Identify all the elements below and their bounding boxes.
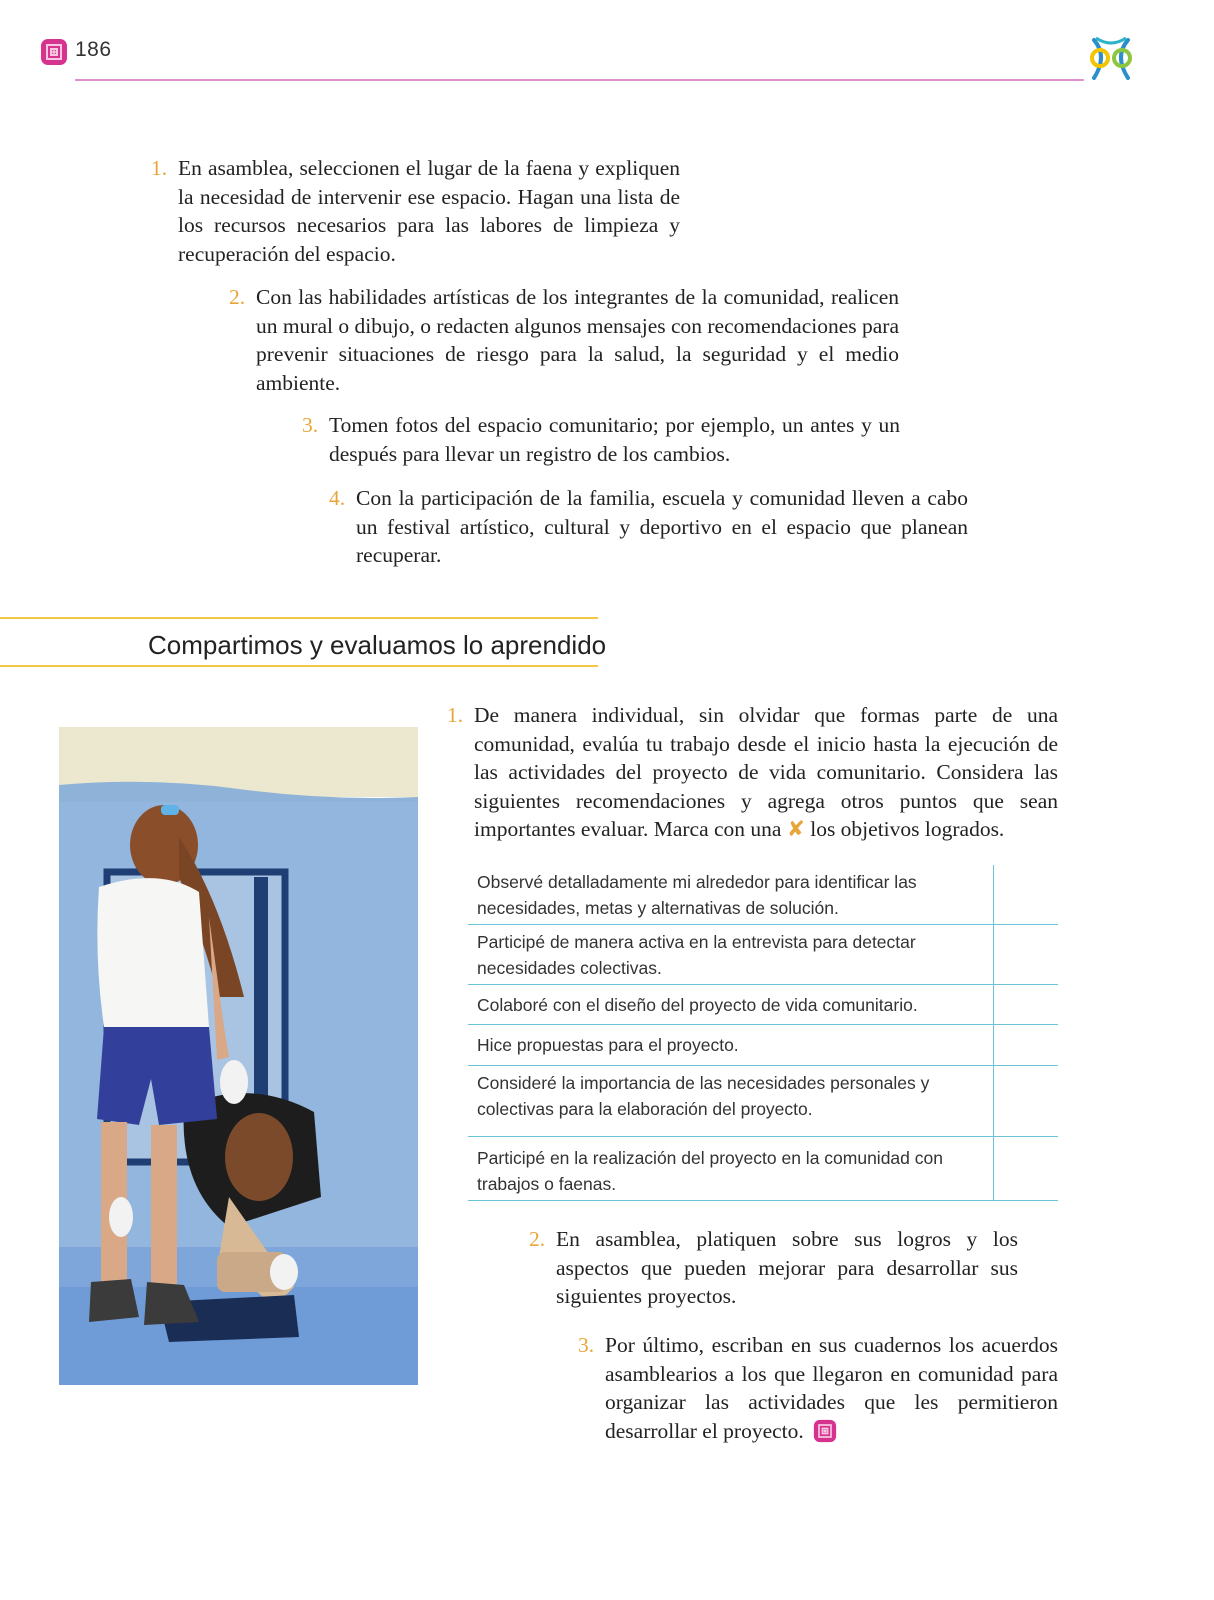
criterion-cell: Observé detalladamente mi alrededor para identificar las necesidades, metas y alternativas de solución.: [468, 865, 994, 925]
photo-girls-painting: [59, 727, 418, 1385]
header: [0, 0, 1214, 90]
table-row: [468, 1025, 1058, 1066]
item-number: 1.: [151, 156, 168, 180]
end-ornament-icon: [813, 1419, 837, 1443]
header-rule: [75, 79, 1084, 81]
item-number: 3.: [578, 1333, 595, 1357]
item-number: 4.: [329, 486, 346, 510]
checkbox-cell[interactable]: [994, 865, 1059, 925]
item-text: Con las habilidades artísticas de los integrantes de la comunidad, realicen un mural o dibujo, o redacten algunos mensajes con recomendaciones para prevenir situaciones de riesgo para la salud, la seguridad y el medio ambiente.: [256, 285, 899, 395]
checkbox-cell[interactable]: [994, 1066, 1059, 1137]
checkbox-cell[interactable]: [994, 925, 1059, 985]
intro-text: De manera individual, sin olvidar que formas parte de una comunidad, evalúa tu trabajo desde el inicio hasta la ejecución de las actividades del proyecto de vida comunitario. Considera las siguientes recomendaciones y agrega otros puntos que sean importantes evaluar. Marca con una: [474, 703, 1058, 841]
table-row: [468, 925, 1058, 985]
item-text: En asamblea, seleccionen el lugar de la faena y expliquen la necesidad de intervenir ese espacio. Hagan una lista de los recursos necesarios para las labores de limpieza y recuperación del espacio.: [178, 156, 680, 266]
criterion-cell: Consideré la importancia de las necesidades personales y colectivas para la elaboración del proyecto.: [468, 1066, 994, 1137]
item-text: En asamblea, platiquen sobre sus logros y los aspectos que pueden mejorar para desarrollar sus siguientes proyectos.: [556, 1227, 1018, 1308]
item-number: 2.: [229, 285, 246, 309]
table-row: [468, 865, 1058, 925]
item-text: Por último, escriban en sus cuadernos los acuerdos asamblearios a los que llegaron en comunidad para organizar las actividades que les permitieron desarrollar el proyecto.: [605, 1333, 1058, 1443]
criterion-cell: Participé de manera activa en la entrevista para detectar necesidades colectivas.: [468, 925, 994, 985]
table-row: [468, 1137, 1058, 1201]
activity-item: [151, 154, 680, 268]
page-number: 186: [75, 38, 112, 61]
item-number: 2.: [529, 1227, 546, 1251]
followup-item: [529, 1225, 1018, 1311]
checkbox-cell[interactable]: [994, 1137, 1059, 1201]
ornament-icon: [40, 38, 68, 66]
community-logo-icon: [1086, 34, 1136, 86]
item-number: 1.: [447, 703, 464, 727]
evaluation-table: [468, 865, 1058, 1201]
section-rule-bottom: [0, 665, 598, 667]
criterion-cell: Hice propuestas para el proyecto.: [468, 1025, 994, 1066]
followup-item: [578, 1331, 1058, 1445]
checkbox-cell[interactable]: [994, 985, 1059, 1025]
item-text: Con la participación de la familia, escuela y comunidad lleven a cabo un festival artístico, cultural y deportivo en el espacio que planean recuperar.: [356, 486, 968, 567]
checkbox-cell[interactable]: [994, 1025, 1059, 1066]
criterion-cell: Participé en la realización del proyecto en la comunidad con trabajos o faenas.: [468, 1137, 994, 1201]
intro-text-end: los objetivos logrados.: [810, 817, 1005, 841]
x-mark-icon: ✘: [786, 817, 805, 841]
item-number: 3.: [302, 413, 319, 437]
section-rule-top: [0, 617, 598, 619]
activity-item: [229, 283, 899, 397]
activity-item: [302, 411, 900, 468]
table-row: [468, 985, 1058, 1025]
item-text: Tomen fotos del espacio comunitario; por ejemplo, un antes y un después para llevar un registro de los cambios.: [329, 413, 900, 466]
table-row: [468, 1066, 1058, 1137]
section-title: Compartimos y evaluamos lo aprendido: [148, 630, 607, 660]
criterion-cell: Colaboré con el diseño del proyecto de vida comunitario.: [468, 985, 994, 1025]
activity-item: [329, 484, 968, 570]
evaluation-intro: [447, 701, 1058, 844]
